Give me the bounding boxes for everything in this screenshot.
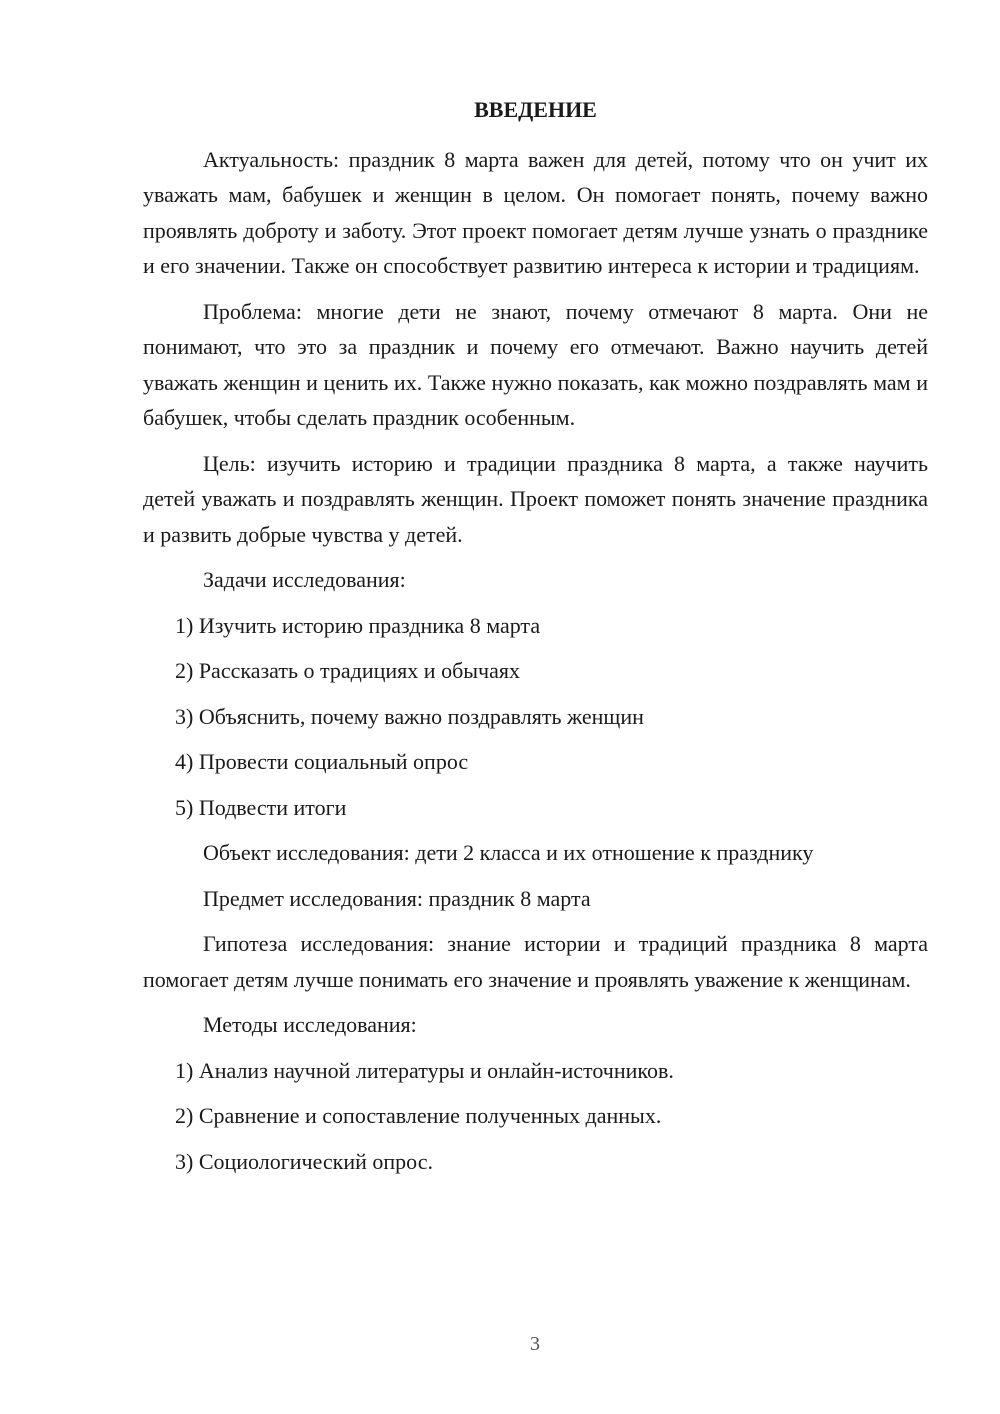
page-number: 3	[530, 1333, 540, 1355]
relevance-paragraph: Актуальность: праздник 8 марта важен для детей, потому что он учит их уважать мам, бабушек и женщин в целом. Он помогает понять, почему важно проявлять доброту и заботу. Этот проект помогает детям лучше узнать о празднике и его значении. Также он способствует развитию интереса к истории и традициям.	[143, 146, 928, 278]
research-subject: Предмет исследования: праздник 8 марта	[203, 885, 591, 911]
list-item: 1) Анализ научной литературы и онлайн-источников.	[175, 1057, 674, 1083]
list-item: 3) Объяснить, почему важно поздравлять женщин	[175, 703, 644, 729]
list-item: 3) Социологический опрос.	[175, 1148, 433, 1174]
section-title: ВВЕДЕНИЕ	[474, 97, 597, 122]
problem-paragraph: Проблема: многие дети не знают, почему отмечают 8 марта. Они не понимают, что это за праздник и почему его отмечают. Важно научить детей уважать женщин и ценить их. Также нужно показать, как можно поздравлять мам и бабушек, чтобы сделать праздник особенным.	[143, 298, 928, 430]
hypothesis-paragraph: Гипотеза исследования: знание истории и традиций праздника 8 марта помогает детям лучше понимать его значение и проявлять уважение к женщинам.	[143, 931, 928, 992]
list-item: 1) Изучить историю праздника 8 марта	[175, 612, 541, 638]
methods-heading: Методы исследования:	[203, 1012, 417, 1037]
tasks-list	[143, 608, 928, 826]
list-item: 2) Сравнение и сопоставление полученных данных.	[175, 1103, 662, 1128]
list-item: 5) Подвести итоги	[175, 794, 347, 820]
methods-list	[143, 1053, 928, 1180]
research-object: Объект исследования: дети 2 класса и их отношение к празднику	[203, 840, 814, 865]
document-page	[143, 92, 928, 1189]
tasks-heading: Задачи исследования:	[203, 567, 406, 592]
list-item: 4) Провести социальный опрос	[175, 749, 469, 774]
goal-paragraph: Цель: изучить историю и традиции праздника 8 марта, а также научить детей уважать и поздравлять женщин. Проект поможет понять значение праздника и развить добрые чувства у детей.	[143, 450, 928, 547]
list-item: 2) Рассказать о традициях и обычаях	[175, 658, 520, 683]
